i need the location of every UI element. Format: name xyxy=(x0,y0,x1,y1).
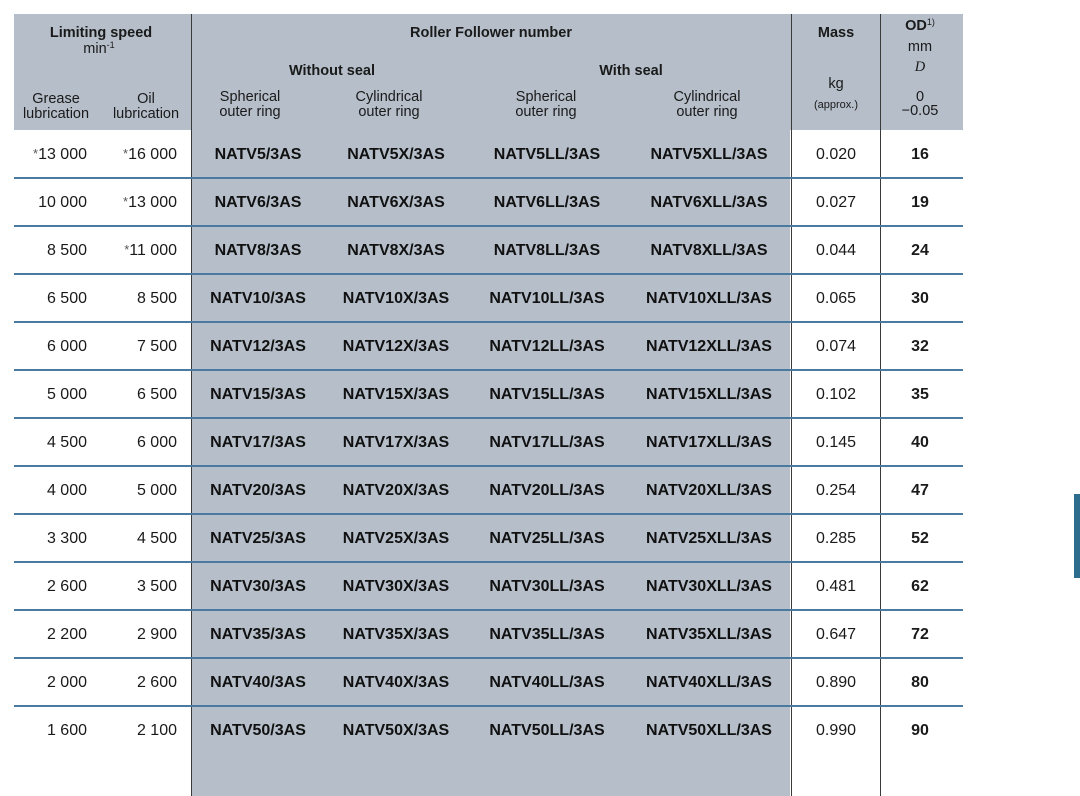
model-number-sph-seal: NATV17LL/3AS xyxy=(489,434,605,451)
model-number-cyl-seal: NATV15XLL/3AS xyxy=(646,386,772,403)
oil-speed-cell xyxy=(137,531,177,547)
model-number-sph-seal: NATV6LL/3AS xyxy=(493,194,601,211)
model-number-sph: NATV17/3AS xyxy=(210,434,306,451)
grease-heading-line1: Grease xyxy=(32,91,80,107)
grease-speed-value: 8 500 xyxy=(46,242,87,259)
mass-cell: 0.044 xyxy=(815,242,857,259)
mass-cell: 0.481 xyxy=(815,578,857,595)
od-cell: 35 xyxy=(911,386,929,403)
model-number-sph: NATV15/3AS xyxy=(210,386,306,403)
divider-speed-models xyxy=(191,14,192,796)
roller-follower-number-heading: Roller Follower number xyxy=(410,25,572,41)
model-number-sph-seal: NATV10LL/3AS xyxy=(489,290,605,307)
oil-speed-value: 11 000 xyxy=(129,242,177,259)
od-cell: 32 xyxy=(911,338,929,355)
grease-speed-cell xyxy=(47,339,87,355)
od-cell: 19 xyxy=(911,194,929,211)
oil-speed-value: 5 000 xyxy=(136,482,177,499)
model-number-sph: NATV8/3AS xyxy=(214,242,302,259)
model-number-cyl-seal: NATV12XLL/3AS xyxy=(646,338,772,355)
mass-heading: Mass xyxy=(817,25,855,41)
model-number-cyl-seal: NATV10XLL/3AS xyxy=(646,290,772,307)
row-separator xyxy=(14,273,963,275)
oil-speed-cell xyxy=(137,291,177,307)
od-cell: 30 xyxy=(911,290,929,307)
od-cell: 62 xyxy=(911,578,929,595)
mass-cell: 0.027 xyxy=(815,194,857,211)
grease-speed-value: 1 600 xyxy=(46,722,87,739)
cylindrical-heading-line1: Cylindrical xyxy=(355,89,423,105)
model-number-cyl: NATV10X/3AS xyxy=(342,290,450,307)
row-separator xyxy=(14,225,963,227)
model-number-sph-seal: NATV8LL/3AS xyxy=(493,242,601,259)
grease-speed-value: 2 000 xyxy=(46,674,87,691)
oil-speed-cell xyxy=(137,483,177,499)
spherical-seal-heading-line2: outer ring xyxy=(515,104,577,120)
model-number-sph-seal: NATV15LL/3AS xyxy=(489,386,605,403)
od-symbol: D xyxy=(914,59,926,75)
model-number-cyl-seal: NATV30XLL/3AS xyxy=(646,578,772,595)
oil-speed-cell xyxy=(137,339,177,355)
model-number-cyl: NATV6X/3AS xyxy=(347,194,445,211)
oil-speed-cell xyxy=(137,387,177,403)
od-heading: OD$^{1)}$ xyxy=(905,17,935,34)
row-separator xyxy=(14,609,963,611)
limiting-speed-unit: $\min^{-1}$ xyxy=(83,40,115,57)
oil-speed-cell xyxy=(137,627,177,643)
grease-speed-cell xyxy=(38,195,87,211)
oil-speed-asterisk: * xyxy=(124,242,130,257)
model-number-cyl-seal: NATV5XLL/3AS xyxy=(650,146,768,163)
cylindrical-heading-line2: outer ring xyxy=(358,104,420,120)
od-unit: mm xyxy=(907,39,933,55)
spherical-heading-line1: Spherical xyxy=(219,89,281,105)
mass-cell: 0.145 xyxy=(815,434,857,451)
model-number-sph-seal: NATV30LL/3AS xyxy=(489,578,605,595)
grease-heading-line2: lubrication xyxy=(22,106,90,122)
mass-cell: 0.285 xyxy=(815,530,857,547)
model-number-cyl: NATV30X/3AS xyxy=(342,578,450,595)
grease-speed-value: 2 200 xyxy=(46,626,87,643)
model-number-cyl: NATV12X/3AS xyxy=(342,338,450,355)
without-seal-heading: Without seal xyxy=(288,63,376,79)
model-number-cyl-seal: NATV17XLL/3AS xyxy=(646,434,772,451)
od-cell: 16 xyxy=(911,146,929,163)
model-number-cyl-seal: NATV8XLL/3AS xyxy=(650,242,768,259)
row-separator xyxy=(14,321,963,323)
model-number-cyl-seal: NATV6XLL/3AS xyxy=(650,194,768,211)
oil-speed-asterisk: * xyxy=(123,194,129,209)
grease-speed-cell xyxy=(47,627,87,643)
mass-cell: 0.102 xyxy=(815,386,857,403)
oil-speed-cell xyxy=(137,579,177,595)
row-separator xyxy=(14,561,963,563)
oil-speed-value: 13 000 xyxy=(128,194,177,211)
model-number-sph: NATV6/3AS xyxy=(214,194,302,211)
divider-models-mass xyxy=(791,14,792,796)
grease-speed-cell xyxy=(33,147,87,163)
grease-speed-cell xyxy=(47,675,87,691)
model-number-cyl: NATV5X/3AS xyxy=(347,146,445,163)
model-columns-background xyxy=(191,130,790,796)
oil-speed-asterisk: * xyxy=(123,146,129,161)
model-number-sph: NATV25/3AS xyxy=(210,530,306,547)
model-number-sph: NATV10/3AS xyxy=(210,290,306,307)
oil-heading-line1: Oil xyxy=(137,91,155,107)
od-cell: 40 xyxy=(911,434,929,451)
mass-approx-note: (approx.) xyxy=(813,99,859,111)
model-number-sph-seal: NATV25LL/3AS xyxy=(489,530,605,547)
row-separator xyxy=(14,705,963,707)
grease-speed-cell xyxy=(47,579,87,595)
row-separator xyxy=(14,369,963,371)
model-number-sph: NATV35/3AS xyxy=(210,626,306,643)
grease-speed-value: 6 000 xyxy=(46,338,87,355)
grease-speed-cell xyxy=(47,435,87,451)
od-cell: 52 xyxy=(911,530,929,547)
oil-speed-value: 6 500 xyxy=(136,386,177,403)
od-tolerance-upper: 0 xyxy=(915,89,925,105)
model-number-cyl: NATV25X/3AS xyxy=(342,530,450,547)
model-number-sph-seal: NATV40LL/3AS xyxy=(489,674,605,691)
row-separator xyxy=(14,177,963,179)
grease-speed-value: 6 500 xyxy=(46,290,87,307)
oil-speed-value: 16 000 xyxy=(128,146,177,163)
oil-speed-value: 3 500 xyxy=(136,578,177,595)
mass-cell: 0.254 xyxy=(815,482,857,499)
with-seal-heading: With seal xyxy=(599,63,663,79)
mass-cell: 0.074 xyxy=(815,338,857,355)
model-number-sph-seal: NATV35LL/3AS xyxy=(489,626,605,643)
grease-speed-value: 13 000 xyxy=(38,146,87,163)
oil-speed-value: 6 000 xyxy=(136,434,177,451)
mass-cell: 0.647 xyxy=(815,626,857,643)
grease-speed-cell xyxy=(47,243,87,259)
model-number-cyl: NATV15X/3AS xyxy=(342,386,450,403)
grease-speed-value: 3 300 xyxy=(46,530,87,547)
model-number-sph: NATV5/3AS xyxy=(214,146,302,163)
model-number-sph: NATV12/3AS xyxy=(210,338,306,355)
model-number-cyl-seal: NATV35XLL/3AS xyxy=(646,626,772,643)
mass-cell: 0.065 xyxy=(815,290,857,307)
model-number-cyl: NATV17X/3AS xyxy=(342,434,450,451)
model-number-cyl-seal: NATV40XLL/3AS xyxy=(646,674,772,691)
od-cell: 72 xyxy=(911,626,929,643)
oil-speed-cell xyxy=(137,723,177,739)
grease-speed-asterisk: * xyxy=(33,146,39,161)
oil-heading-line2: lubrication xyxy=(112,106,180,122)
oil-speed-cell xyxy=(123,195,177,211)
mass-cell: 0.990 xyxy=(815,722,857,739)
cylindrical-seal-heading-line2: outer ring xyxy=(676,104,738,120)
oil-speed-value: 2 600 xyxy=(136,674,177,691)
grease-speed-value: 10 000 xyxy=(38,194,87,211)
oil-speed-cell xyxy=(137,435,177,451)
grease-speed-cell xyxy=(47,291,87,307)
oil-speed-cell xyxy=(123,147,177,163)
oil-speed-value: 2 900 xyxy=(136,626,177,643)
oil-speed-value: 2 100 xyxy=(136,722,177,739)
row-separator xyxy=(14,657,963,659)
limiting-speed-heading: Limiting speed xyxy=(49,25,153,41)
model-number-cyl: NATV40X/3AS xyxy=(342,674,450,691)
page-tab-marker xyxy=(1074,494,1080,578)
mass-cell: 0.890 xyxy=(815,674,857,691)
grease-speed-cell xyxy=(47,723,87,739)
model-number-cyl-seal: NATV50XLL/3AS xyxy=(646,722,772,739)
grease-speed-cell xyxy=(47,531,87,547)
mass-cell: 0.020 xyxy=(815,146,857,163)
model-number-sph-seal: NATV5LL/3AS xyxy=(493,146,601,163)
grease-speed-value: 5 000 xyxy=(46,386,87,403)
grease-speed-value: 2 600 xyxy=(46,578,87,595)
oil-speed-cell xyxy=(124,243,177,259)
od-cell: 24 xyxy=(911,242,929,259)
model-number-sph: NATV50/3AS xyxy=(210,722,306,739)
od-cell: 80 xyxy=(911,674,929,691)
grease-speed-value: 4 500 xyxy=(46,434,87,451)
grease-speed-cell xyxy=(47,483,87,499)
model-number-sph: NATV40/3AS xyxy=(210,674,306,691)
row-separator xyxy=(14,513,963,515)
model-number-cyl: NATV35X/3AS xyxy=(342,626,450,643)
mass-unit: kg xyxy=(828,76,844,92)
oil-speed-value: 8 500 xyxy=(136,290,177,307)
spherical-seal-heading-line1: Spherical xyxy=(515,89,577,105)
model-number-cyl: NATV8X/3AS xyxy=(347,242,445,259)
grease-speed-value: 4 000 xyxy=(46,482,87,499)
model-number-cyl: NATV50X/3AS xyxy=(342,722,450,739)
od-cell: 90 xyxy=(911,722,929,739)
oil-speed-cell xyxy=(137,675,177,691)
row-separator xyxy=(14,417,963,419)
model-number-cyl-seal: NATV20XLL/3AS xyxy=(646,482,772,499)
model-number-sph-seal: NATV20LL/3AS xyxy=(489,482,605,499)
row-separator xyxy=(14,465,963,467)
od-tolerance-lower: −0.05 xyxy=(901,103,939,119)
oil-speed-value: 7 500 xyxy=(136,338,177,355)
model-number-cyl-seal: NATV25XLL/3AS xyxy=(646,530,772,547)
model-number-sph-seal: NATV12LL/3AS xyxy=(489,338,605,355)
model-number-sph: NATV30/3AS xyxy=(210,578,306,595)
grease-speed-cell xyxy=(47,387,87,403)
divider-mass-od xyxy=(880,14,881,796)
oil-speed-value: 4 500 xyxy=(136,530,177,547)
od-cell: 47 xyxy=(911,482,929,499)
model-number-sph-seal: NATV50LL/3AS xyxy=(489,722,605,739)
model-number-sph: NATV20/3AS xyxy=(210,482,306,499)
cylindrical-seal-heading-line1: Cylindrical xyxy=(673,89,741,105)
spherical-heading-line2: outer ring xyxy=(219,104,281,120)
model-number-cyl: NATV20X/3AS xyxy=(342,482,450,499)
